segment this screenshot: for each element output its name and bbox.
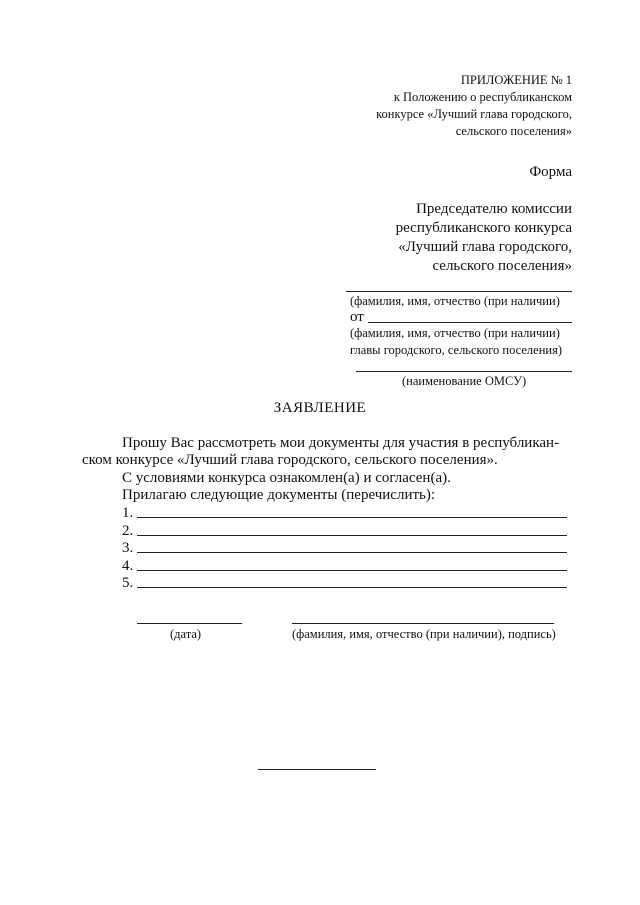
signature-line bbox=[292, 623, 554, 624]
body-para-1-line-2: ском конкурсе «Лучший глава городского, сельского поселения». bbox=[82, 452, 498, 468]
annex-line-1: ПРИЛОЖЕНИЕ № 1 bbox=[460, 73, 572, 87]
addressee-line-2: республиканского конкурса bbox=[395, 220, 572, 236]
doc-list-line-4 bbox=[137, 570, 567, 571]
addressee-block bbox=[396, 200, 572, 276]
sender-name-caption-1: (фамилия, имя, отчество (при наличии) bbox=[350, 326, 560, 340]
addressee-line-1: Председателю комиссии bbox=[416, 201, 572, 217]
doc-list-line-2 bbox=[137, 535, 567, 536]
doc-list-number-3: 3. bbox=[122, 540, 134, 556]
addressee-name-line bbox=[346, 291, 572, 292]
body-para-2: С условиями конкурса ознакомлен(а) и согласен(а). bbox=[122, 470, 451, 486]
body-para-3: Прилагаю следующие документы (перечислить): bbox=[122, 487, 436, 503]
sender-name-caption-2: главы городского, сельского поселения) bbox=[350, 343, 563, 357]
doc-list-number-1: 1. bbox=[122, 505, 134, 521]
municipality-caption: (наименование ОМСУ) bbox=[402, 374, 527, 388]
doc-list-number-4: 4. bbox=[122, 558, 134, 574]
date-caption: (дата) bbox=[170, 627, 202, 641]
addressee-line-3: «Лучший глава городского, bbox=[398, 239, 572, 255]
annex-header bbox=[376, 72, 572, 140]
municipality-line bbox=[356, 371, 572, 372]
body-para-1-line-1: Прошу Вас рассмотреть мои документы для участия в республикан- bbox=[122, 435, 560, 451]
doc-list-line-1 bbox=[137, 517, 567, 518]
doc-list-line-5 bbox=[137, 587, 567, 588]
form-label: Форма bbox=[529, 164, 572, 180]
addressee-line-4: сельского поселения» bbox=[432, 258, 572, 274]
doc-list-number-5: 5. bbox=[122, 575, 134, 591]
annex-line-4: сельского поселения» bbox=[455, 124, 572, 138]
doc-list-line-3 bbox=[137, 552, 567, 553]
signature-caption: (фамилия, имя, отчество (при наличии), подпись) bbox=[292, 627, 556, 641]
sender-name-line bbox=[368, 322, 572, 323]
from-label: от bbox=[350, 309, 364, 325]
document-title: ЗАЯВЛЕНИЕ bbox=[273, 400, 367, 416]
annex-line-3: конкурсе «Лучший глава городского, bbox=[376, 107, 572, 121]
closing-separator bbox=[258, 769, 376, 770]
date-line bbox=[137, 623, 242, 624]
doc-list-number-2: 2. bbox=[122, 523, 134, 539]
annex-line-2: к Положению о республиканском bbox=[393, 90, 572, 104]
addressee-name-caption: (фамилия, имя, отчество (при наличии) bbox=[350, 294, 560, 308]
